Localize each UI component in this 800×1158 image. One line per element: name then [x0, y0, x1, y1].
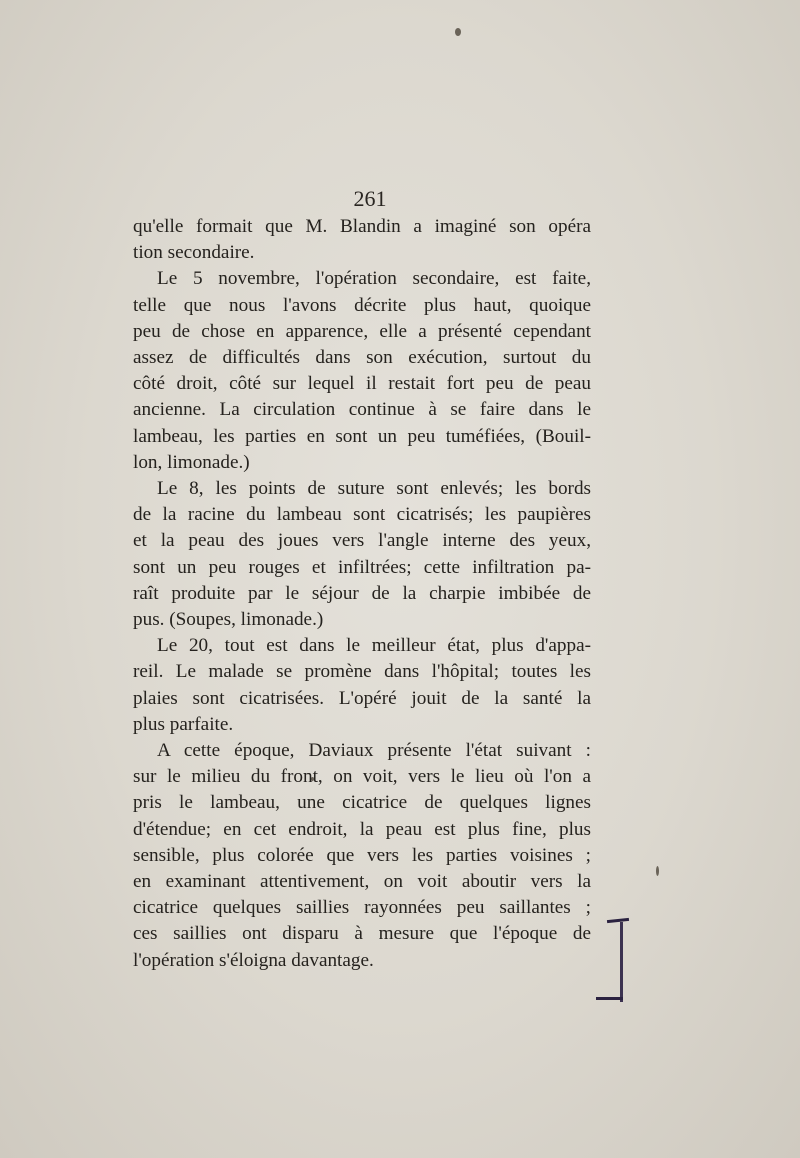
text-line: A cette époque, Daviaux présente l'état suivant : [157, 740, 591, 762]
text-line: lon, limonade.) [133, 451, 250, 473]
text-line: cicatrice quelques saillies rayonnées peu saillantes ; [133, 897, 591, 919]
text-line: et la peau des joues vers l'angle interne des yeux, [133, 530, 591, 552]
paragraph [133, 476, 591, 633]
text-line: l'opération s'éloigna davantage. [133, 949, 374, 971]
paragraph [133, 633, 591, 738]
text-line: sensible, plus colorée que vers les parties voisines ; [133, 844, 591, 866]
text-line: d'étendue; en cet endroit, la peau est plus fine, plus [133, 818, 591, 840]
text-line: plaies sont cicatrisées. L'opéré jouit de la santé la [133, 687, 591, 709]
text-line: ancienne. La circulation continue à se faire dans le [133, 399, 591, 421]
text-line: côté droit, côté sur lequel il restait fort peu de peau [133, 373, 591, 395]
text-line: sur le milieu du front, on voit, vers le lieu où l'on a [133, 766, 591, 788]
text-line: pus. (Soupes, limonade.) [133, 609, 324, 631]
text-line: Le 20, tout est dans le meilleur état, plus d'appa- [157, 635, 591, 657]
text-line: pris le lambeau, une cicatrice de quelques lignes [133, 792, 591, 814]
paragraph [133, 266, 591, 476]
text-line: plus parfaite. [133, 713, 234, 735]
margin-ink-mark [620, 922, 623, 1002]
text-line: assez de difficultés dans son exécution, surtout du [133, 347, 591, 369]
text-line: lambeau, les parties en sont un peu tuméfiées, (Bouil- [133, 425, 591, 447]
text-line: peu de chose en apparence, elle a présenté cependant [133, 320, 591, 342]
text-line: sont un peu rouges et infiltrées; cette infiltration pa- [133, 556, 591, 578]
text-line: tion secondaire. [133, 242, 255, 264]
paper-speck [455, 28, 461, 36]
text-line: de la racine du lambeau sont cicatrisés; les paupières [133, 504, 591, 526]
text-line: Le 8, les points de suture sont enlevés; les bords [157, 478, 591, 500]
paragraph [133, 738, 591, 974]
margin-ink-mark [607, 918, 629, 923]
text-line: reil. Le malade se promène dans l'hôpital; toutes les [133, 661, 591, 683]
text-line: en examinant attentivement, on voit aboutir vers la [133, 871, 591, 893]
margin-ink-mark [596, 997, 623, 1000]
paper-speck [656, 866, 659, 876]
body-text [133, 214, 591, 974]
paragraph [133, 214, 591, 266]
page-number: 261 [353, 186, 387, 211]
text-line: telle que nous l'avons décrite plus haut, quoique [133, 294, 591, 316]
text-line: raît produite par le séjour de la charpie imbibée de [133, 582, 591, 604]
text-line: qu'elle formait que M. Blandin a imaginé son opéra [133, 216, 591, 237]
text-line: ces saillies ont disparu à mesure que l'époque de [133, 923, 591, 945]
text-line: Le 5 novembre, l'opération secondaire, est faite, [157, 268, 591, 290]
